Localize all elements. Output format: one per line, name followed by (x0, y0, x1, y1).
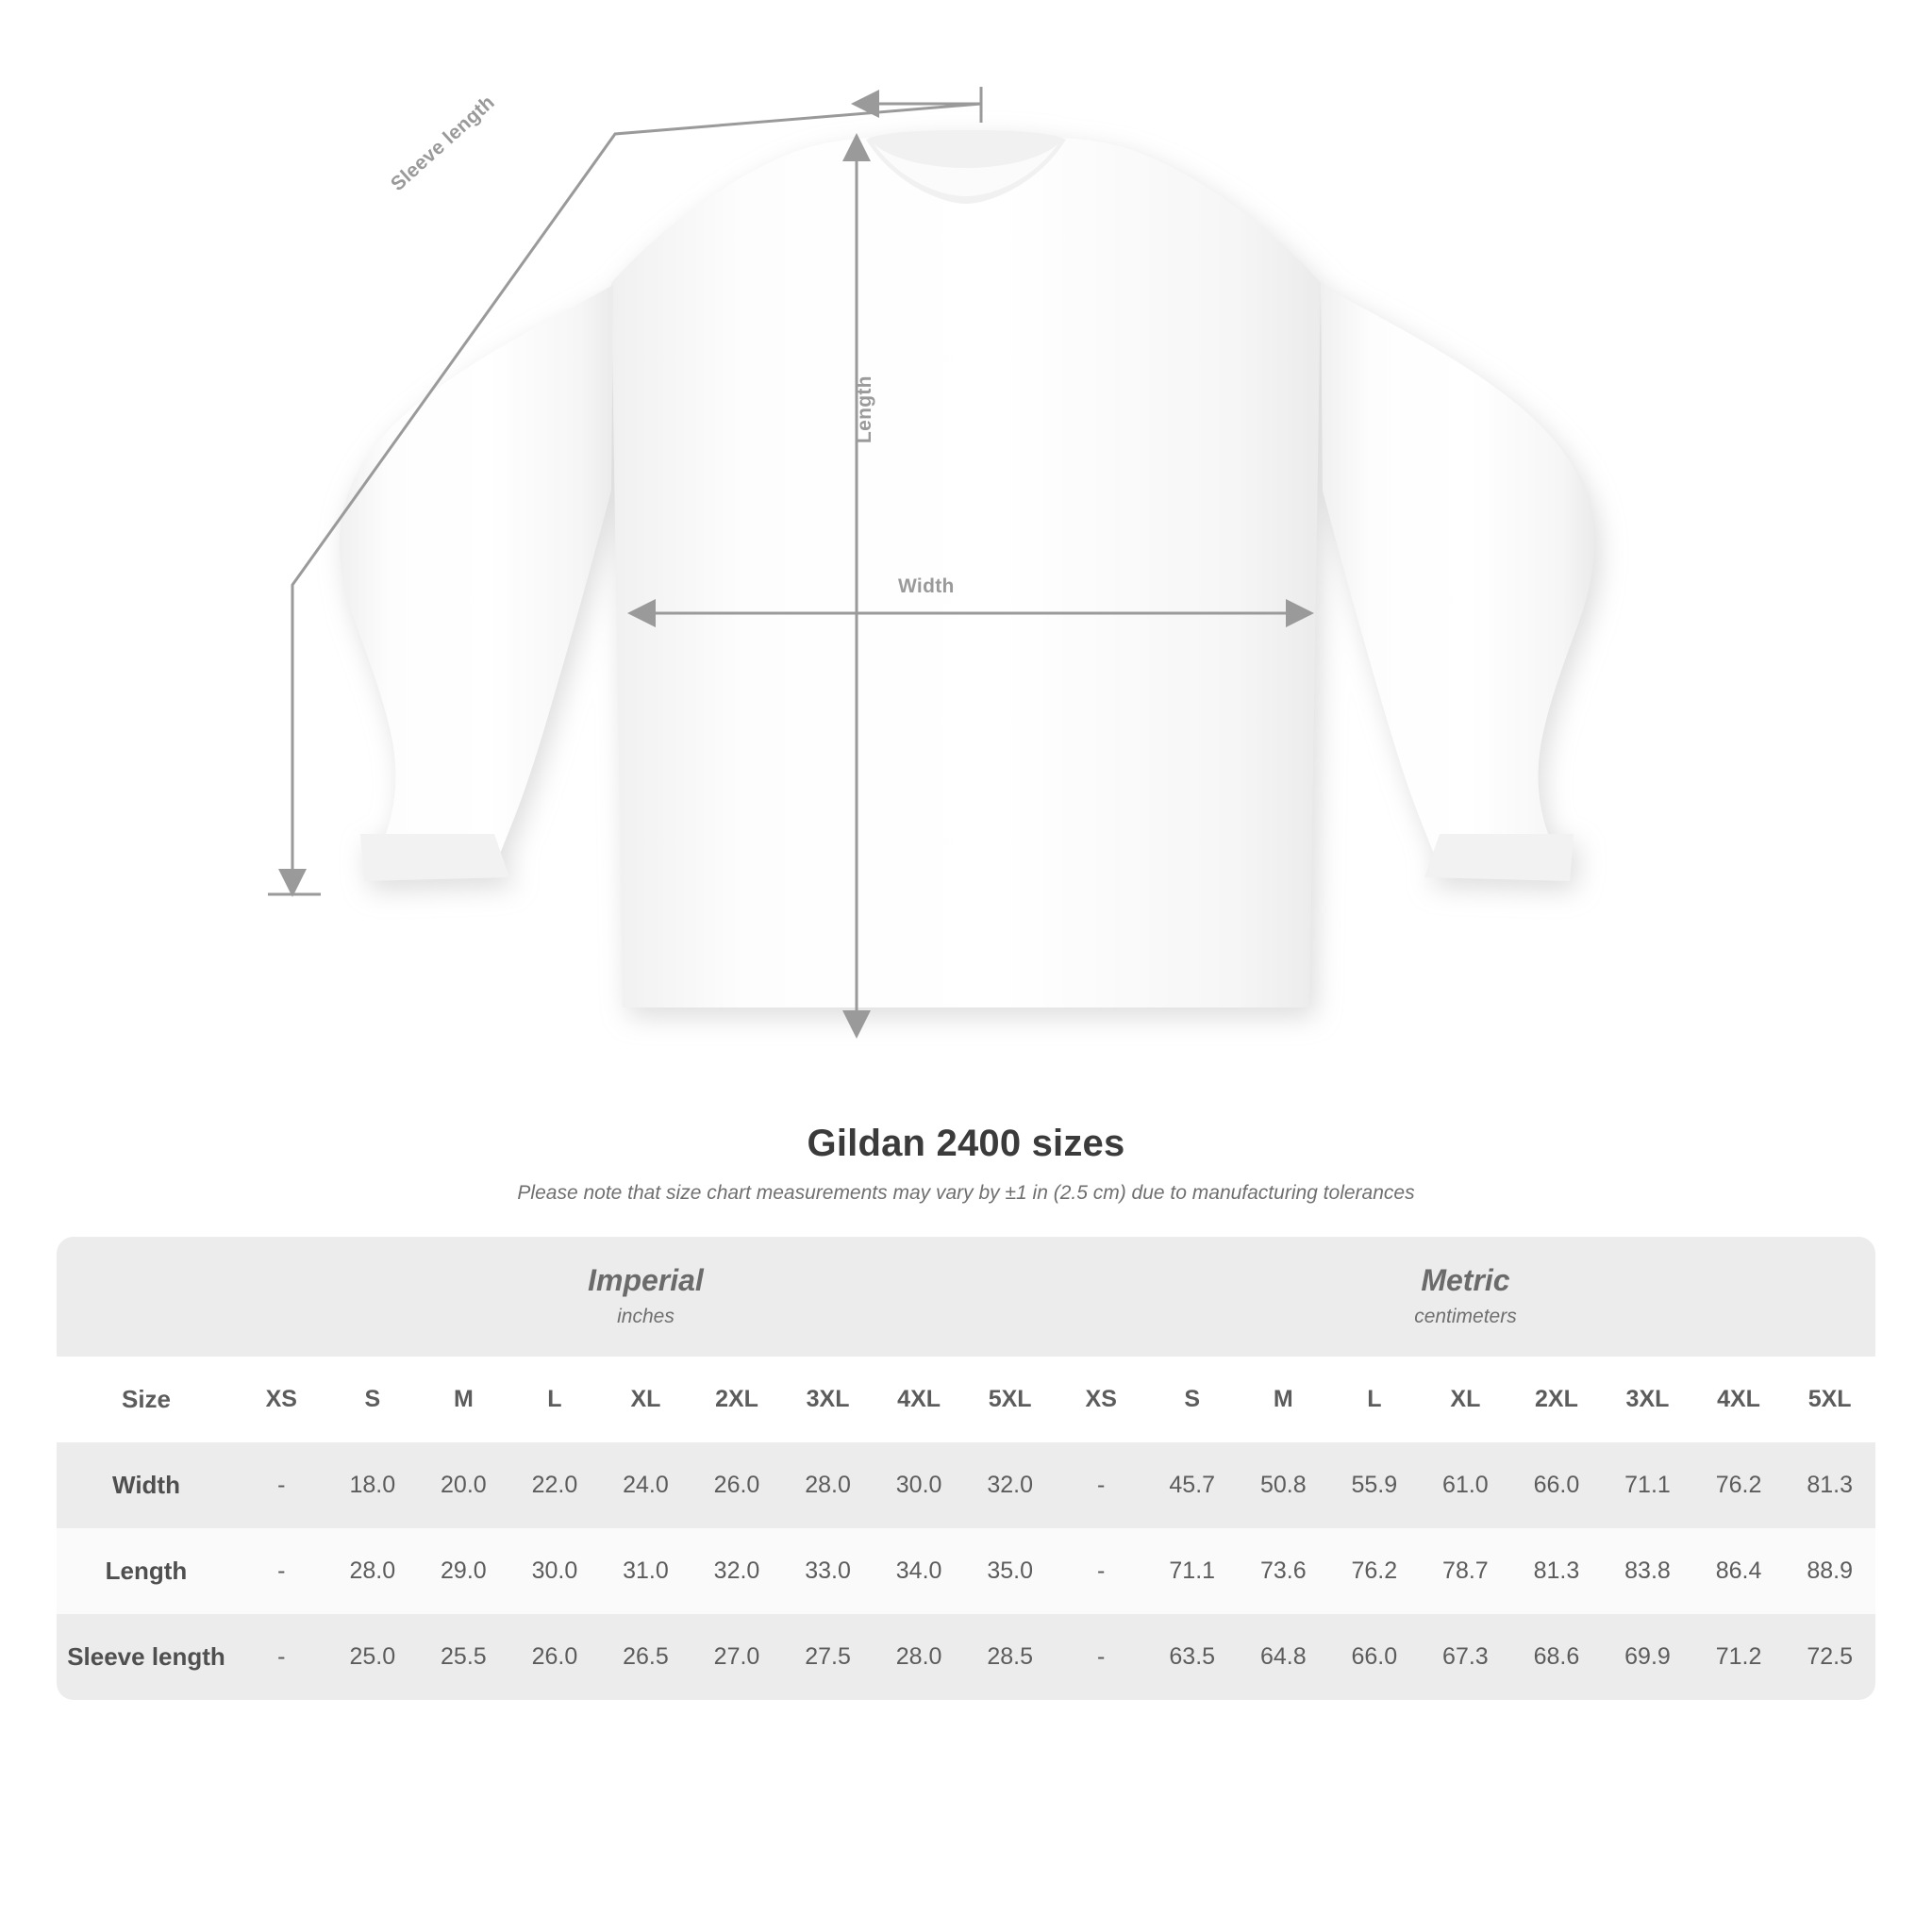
size-chart-table (57, 1237, 1875, 1700)
table-cell: 28.0 (349, 1557, 396, 1584)
table-header-cell: S (327, 1357, 419, 1442)
table-header-cell: XL (600, 1357, 691, 1442)
unit-group-sub: inches (617, 1306, 675, 1327)
table-cell: 20.0 (418, 1442, 509, 1528)
table-header-size: Size (57, 1357, 236, 1442)
table-header-cell: XL (1420, 1357, 1511, 1442)
unit-group-sub: centimeters (1414, 1306, 1517, 1327)
tolerance-note: Please note that size chart measurements may vary by ±1 in (2.5 cm) due to manufacturing tolerances (517, 1182, 1415, 1204)
table-cell: 28.5 (964, 1614, 1056, 1700)
table-cell: 61.0 (1420, 1442, 1511, 1528)
table-cell: 32.0 (713, 1557, 760, 1584)
row-label-length: Length (105, 1557, 188, 1585)
table-header-cell: M (418, 1357, 509, 1442)
table-cell: 30.0 (874, 1442, 965, 1528)
table-cell: 29.0 (441, 1557, 487, 1584)
table-cell: 27.5 (782, 1614, 874, 1700)
table-header-cell: S (1146, 1357, 1238, 1442)
table-cell: 50.8 (1238, 1442, 1329, 1528)
table-cell: 76.2 (1693, 1442, 1785, 1528)
unit-group-metric (1056, 1237, 1875, 1357)
table-cell: 88.9 (1807, 1557, 1853, 1584)
row-label-width: Width (57, 1442, 236, 1528)
table-cell: 30.0 (531, 1557, 578, 1584)
table-cell: 26.5 (600, 1614, 691, 1700)
table-header-cell: XS (236, 1357, 327, 1442)
length-label: Length (854, 375, 875, 443)
sleeve-length-label: Sleeve length (387, 91, 499, 196)
table-header-cell: L (509, 1357, 601, 1442)
table-cell: 28.0 (782, 1442, 874, 1528)
table-cell: 69.9 (1602, 1614, 1693, 1700)
table-cell: 32.0 (964, 1442, 1056, 1528)
table-header-cell: 3XL (782, 1357, 874, 1442)
table-cell: - (1097, 1557, 1106, 1584)
table-header-cell: L (1329, 1357, 1421, 1442)
table-header-cell: XS (1056, 1357, 1147, 1442)
unit-group-row (57, 1237, 1875, 1357)
table-cell: - (1056, 1614, 1147, 1700)
table-cell: 22.0 (509, 1442, 601, 1528)
table-cell: 33.0 (805, 1557, 851, 1584)
row-label-sleeve-length: Sleeve length (57, 1614, 236, 1700)
table-cell: 81.3 (1533, 1557, 1580, 1584)
table-cell: - (1056, 1442, 1147, 1528)
table-cell: 18.0 (327, 1442, 419, 1528)
table-cell: - (277, 1557, 286, 1584)
table-cell: 86.4 (1715, 1557, 1762, 1584)
page-title: Gildan 2400 sizes (807, 1123, 1125, 1164)
unit-row-spacer (57, 1237, 236, 1357)
table-cell: 66.0 (1511, 1442, 1603, 1528)
table-header-cell: 4XL (1693, 1357, 1785, 1442)
table-cell: 78.7 (1442, 1557, 1489, 1584)
table-header-cell: 2XL (691, 1357, 783, 1442)
table-cell: 31.0 (623, 1557, 669, 1584)
table-cell: 71.2 (1693, 1614, 1785, 1700)
table-cell: - (236, 1442, 327, 1528)
table-cell: 26.0 (691, 1442, 783, 1528)
table-header-row (57, 1357, 1875, 1442)
table-row (57, 1614, 1875, 1700)
table-cell: 26.0 (509, 1614, 601, 1700)
title-block (0, 1123, 1932, 1205)
table-cell: 83.8 (1624, 1557, 1671, 1584)
table-cell: 66.0 (1329, 1614, 1421, 1700)
table-cell: 34.0 (895, 1557, 942, 1584)
table-row (57, 1528, 1875, 1614)
table-cell: 55.9 (1329, 1442, 1421, 1528)
table-cell: 28.0 (874, 1614, 965, 1700)
table-cell: 45.7 (1146, 1442, 1238, 1528)
table-cell: 71.1 (1169, 1557, 1216, 1584)
size-chart-table-wrap (57, 1237, 1875, 1700)
table-cell: 63.5 (1146, 1614, 1238, 1700)
table-cell: 81.3 (1784, 1442, 1875, 1528)
table-row (57, 1442, 1875, 1528)
table-cell: 73.6 (1259, 1557, 1307, 1584)
table-cell: 35.0 (987, 1557, 1033, 1584)
table-cell: 24.0 (600, 1442, 691, 1528)
unit-group-name: Imperial (588, 1263, 704, 1297)
unit-group-name: Metric (1421, 1263, 1510, 1297)
shirt-shape (340, 130, 1594, 1008)
width-label: Width (898, 575, 955, 597)
table-cell: 27.0 (691, 1614, 783, 1700)
table-cell: 64.8 (1238, 1614, 1329, 1700)
table-header-cell: 5XL (1784, 1357, 1875, 1442)
table-cell: 68.6 (1511, 1614, 1603, 1700)
table-cell: 76.2 (1351, 1557, 1398, 1584)
table-header-cell: 5XL (964, 1357, 1056, 1442)
table-cell: 71.1 (1602, 1442, 1693, 1528)
table-header-cell: M (1238, 1357, 1329, 1442)
table-header-cell: 3XL (1602, 1357, 1693, 1442)
unit-group-imperial (236, 1237, 1056, 1357)
table-cell: 25.0 (327, 1614, 419, 1700)
table-cell: 25.5 (418, 1614, 509, 1700)
table-cell: 72.5 (1784, 1614, 1875, 1700)
table-cell: 67.3 (1420, 1614, 1511, 1700)
table-header-cell: 2XL (1511, 1357, 1603, 1442)
table-cell: - (236, 1614, 327, 1700)
table-header-cell: 4XL (874, 1357, 965, 1442)
